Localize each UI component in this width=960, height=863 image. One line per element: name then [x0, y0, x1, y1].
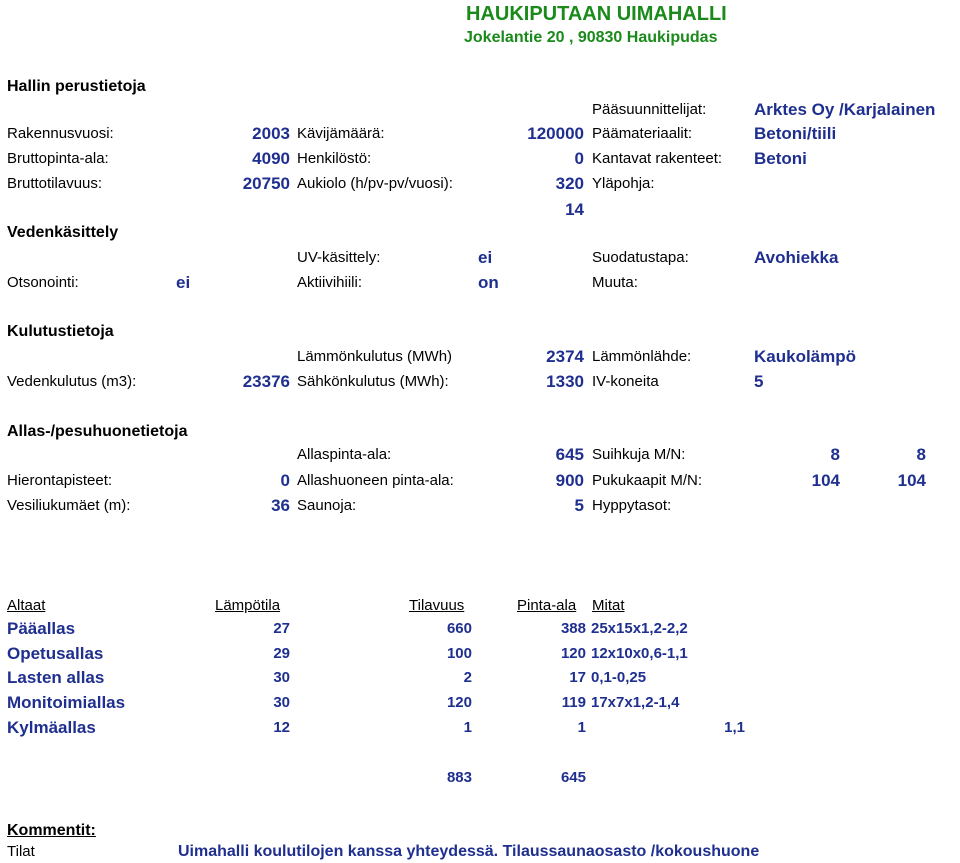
section-heading-vedenkasittely: Vedenkäsittely: [7, 224, 119, 241]
pool-area: 388: [560, 620, 586, 637]
pool-temp: 30: [273, 694, 290, 711]
suihkuja-label: Suihkuja M/N:: [592, 446, 686, 463]
vesiliukumaet-label: Vesiliukumäet (m):: [7, 497, 131, 514]
pool-name: Lasten allas: [7, 668, 105, 687]
pool-area: 119: [561, 694, 586, 711]
pool-volume: 120: [446, 694, 472, 711]
section-heading-kulutustietoja: Kulutustietoja: [7, 323, 114, 340]
allashuone-label: Allashuoneen pinta-ala:: [297, 472, 454, 489]
ylapohja-label: Yläpohja:: [592, 175, 655, 192]
hyppytasot-label: Hyppytasot:: [592, 497, 672, 514]
pukukaapit-label: Pukukaapit M/N:: [592, 472, 703, 489]
pool-name: Opetusallas: [7, 644, 104, 663]
suodatus-value: Avohiekka: [754, 248, 839, 267]
pool-dimensions: 0,1-0,25: [591, 669, 647, 686]
lampo-value: 2374: [546, 347, 584, 366]
vedenkulutus-value: 23376: [242, 372, 290, 391]
lampo-label: Lämmönkulutus (MWh): [297, 348, 453, 365]
rakennusvuosi-label: Rakennusvuosi:: [7, 125, 114, 142]
hieronta-value: 0: [280, 471, 290, 490]
table-header-tilavuus: Tilavuus: [409, 597, 465, 614]
kavijamaara-label: Kävijämäärä:: [297, 125, 385, 142]
otsonointi-label: Otsonointi:: [7, 274, 79, 291]
suihkuja-n-value: 8: [916, 445, 926, 464]
lammonlahde-value: Kaukolämpö: [754, 347, 857, 366]
sahko-value: 1330: [546, 372, 584, 391]
bruttotilavuus-value: 20750: [242, 174, 290, 193]
kantavat-value: Betoni: [754, 149, 807, 168]
table-header-mitat: Mitat: [592, 597, 625, 614]
pool-name: Monitoimiallas: [7, 693, 126, 712]
pool-volume: 1: [463, 719, 472, 736]
henkilosto-label: Henkilöstö:: [297, 150, 372, 167]
lammonlahde-label: Lämmönlähde:: [592, 348, 692, 365]
page-title: HAUKIPUTAAN UIMAHALLI: [466, 3, 727, 25]
comments-heading: Kommentit:: [7, 822, 96, 839]
aktiivihiili-value: on: [478, 273, 499, 292]
pool-area: 1: [577, 719, 586, 736]
aukiolo-value-2: 14: [565, 200, 584, 219]
pool-dimensions: 12x10x0,6-1,1: [591, 645, 688, 662]
pool-volume: 2: [463, 669, 472, 686]
rakennusvuosi-value: 2003: [252, 124, 290, 143]
pool-temp: 29: [273, 645, 290, 662]
saunoja-value: 5: [574, 496, 584, 515]
uv-label: UV-käsittely:: [297, 249, 381, 266]
bruttotilavuus-label: Bruttotilavuus:: [7, 175, 103, 192]
iv-label: IV-koneita: [592, 373, 659, 390]
pool-temp: 30: [273, 669, 290, 686]
paamateriaalit-label: Päämateriaalit:: [592, 125, 693, 142]
pool-dimensions: 25x15x1,2-2,2: [591, 620, 688, 637]
section-heading-allastiedot: Allas-/pesuhuonetietoja: [7, 423, 188, 440]
uv-value: ei: [478, 248, 493, 267]
pool-temp: 12: [273, 719, 290, 736]
iv-value: 5: [754, 372, 764, 391]
pool-name: Kylmäallas: [7, 718, 96, 737]
pukukaapit-n-value: 104: [897, 471, 926, 490]
pool-temp: 27: [273, 620, 290, 637]
section-heading-perustietoja: Hallin perustietoja: [7, 78, 146, 95]
aktiivihiili-label: Aktiivihiili:: [297, 274, 363, 291]
tilat-value: Uimahalli koulutilojen kanssa yhteydessä. Tilaussaunaosasto /kokoushuone: [178, 843, 760, 860]
sahko-label: Sähkönkulutus (MWh):: [297, 373, 449, 390]
paasuunnittelijat-label: Pääsuunnittelijat:: [592, 101, 707, 118]
vesiliukumaet-value: 36: [271, 496, 290, 515]
saunoja-label: Saunoja:: [297, 497, 357, 514]
table-header-lampotila: Lämpötila: [215, 597, 281, 614]
pool-area: 17: [569, 669, 586, 686]
address: Jokelantie 20 , 90830 Haukipudas: [464, 29, 718, 46]
suodatus-label: Suodatustapa:: [592, 249, 689, 266]
pool-name: Pääallas: [7, 619, 76, 638]
paasuunnittelijat-value: Arktes Oy /Karjalainen: [754, 100, 936, 119]
aukiolo-value-1: 320: [555, 174, 584, 193]
suihkuja-m-value: 8: [830, 445, 840, 464]
henkilosto-value: 0: [574, 149, 584, 168]
pool-volume: 660: [446, 620, 472, 637]
pool-volume: 100: [446, 645, 472, 662]
otsonointi-value: ei: [176, 273, 191, 292]
muuta-label: Muuta:: [592, 274, 638, 291]
bruttopinta-label: Bruttopinta-ala:: [7, 150, 109, 167]
allashuone-value: 900: [555, 471, 584, 490]
kantavat-label: Kantavat rakenteet:: [592, 150, 723, 167]
bruttopinta-value: 4090: [252, 149, 290, 168]
total-area: 645: [560, 769, 586, 786]
table-header-altaat: Altaat: [7, 597, 46, 614]
total-volume: 883: [446, 769, 472, 786]
table-header-pinta-ala: Pinta-ala: [517, 597, 577, 614]
hieronta-label: Hierontapisteet:: [7, 472, 113, 489]
aukiolo-label: Aukiolo (h/pv-pv/vuosi):: [297, 175, 453, 192]
pukukaapit-m-value: 104: [811, 471, 840, 490]
allaspinta-value: 645: [555, 445, 584, 464]
pool-area: 120: [560, 645, 586, 662]
allaspinta-label: Allaspinta-ala:: [297, 446, 392, 463]
tilat-label: Tilat: [7, 843, 35, 860]
pool-extra: 1,1: [724, 719, 745, 736]
pool-dimensions: 17x7x1,2-1,4: [591, 694, 680, 711]
vedenkulutus-label: Vedenkulutus (m3):: [7, 373, 137, 390]
paamateriaalit-value: Betoni/tiili: [754, 124, 837, 143]
kavijamaara-value: 120000: [527, 124, 584, 143]
